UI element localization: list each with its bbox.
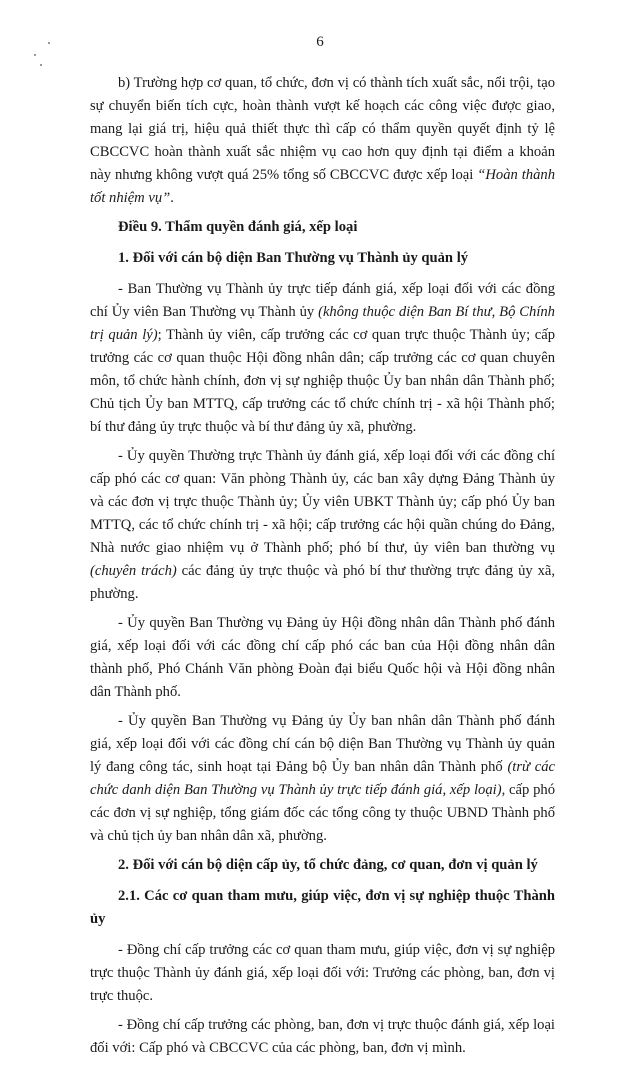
paragraph <box>90 72 555 210</box>
text-segment: - Đồng chí cấp trưởng các cơ quan tham mưu, giúp việc, đơn vị sự nghiệp trực thuộc Thành ủy đánh giá, xếp loại đối với: Trưởng các phòng, ban, đơn vị trực thuộc. <box>90 942 555 1004</box>
italic-text: “Hoàn thành tốt nhiệm vụ” <box>90 167 555 206</box>
section-heading <box>90 854 555 877</box>
article-heading <box>90 216 555 239</box>
paragraph <box>90 710 555 848</box>
text-segment: - Ủy quyền Thường trực Thành ủy đánh giá, xếp loại đối với các đồng chí cấp phó các cơ quan: Văn phòng Thành ủy, các ban xây dựng Đảng Thành ủy và các đơn vị trực thuộc Thành ủy; Ủy viên UBKT Thành ủy; cấp phó Ủy ban MTTQ, các tổ chức chính trị - xã hội; cấp trưởng các hội quần chúng do Đảng, Nhà nước giao nhiệm vụ ở Thành phố; phó bí thư, ủy viên ban thường vụ <box>90 448 555 556</box>
text-segment: các đảng ủy trực thuộc và phó bí thư thường trực đảng ủy xã, phường. <box>90 563 555 602</box>
text-segment: - Ủy quyền Ban Thường vụ Đảng ủy Ủy ban nhân dân Thành phố đánh giá, xếp loại đối với các đồng chí cán bộ diện Ban Thường vụ Thành ủy quản lý đang công tác, sinh hoạt tại Đảng bộ Ủy ban nhân dân Thành phố <box>90 713 555 775</box>
text-segment: - Đồng chí cấp trưởng các phòng, ban, đơn vị trực thuộc đánh giá, xếp loại đối với: Cấp phó và CBCCVC của các phòng, ban, đơn vị mình. <box>90 1017 555 1056</box>
page-number: 6 <box>316 34 324 50</box>
document-body <box>90 72 555 1066</box>
section-heading <box>90 885 555 931</box>
text-segment: 1. Đối với cán bộ diện Ban Thường vụ Thành ủy quản lý <box>118 250 469 266</box>
text-segment: . <box>170 190 174 206</box>
paragraph <box>90 939 555 1008</box>
italic-text: (chuyên trách) <box>90 563 177 579</box>
text-segment: - Ban Thường vụ Thành ủy trực tiếp đánh giá, xếp loại đối với các đồng chí Ủy viên Ban Thường vụ Thành ủy <box>90 281 555 320</box>
paragraph <box>90 612 555 704</box>
section-heading <box>90 247 555 270</box>
text-segment: - Ủy quyền Ban Thường vụ Đảng ủy Hội đồng nhân dân Thành phố đánh giá, xếp loại đối với các đồng chí cấp phó các ban của Hội đồng nhân dân thành phố, Phó Chánh Văn phòng Đoàn đại biểu Quốc hội và Hội đồng nhân dân Thành phố. <box>90 615 555 700</box>
italic-text: (không thuộc diện Ban Bí thư, Bộ Chính trị quản lý) <box>90 304 555 343</box>
text-segment: , cấp phó các đơn vị sự nghiệp, tổng giám đốc các tổng công ty thuộc UBND Thành phố và chủ tịch ủy ban nhân dân xã, phường. <box>90 782 555 844</box>
text-segment: Điều 9. Thẩm quyền đánh giá, xếp loại <box>118 219 358 235</box>
text-segment: b) Trường hợp cơ quan, tổ chức, đơn vị có thành tích xuất sắc, nổi trội, tạo sự chuyển biến tích cực, hoàn thành vượt kế hoạch các công việc được giao, mang lại giá trị, hiệu quả thiết thực thì cấp có thẩm quyền quyết định tỷ lệ CBCCVC hoàn thành xuất sắc nhiệm vụ cao hơn quy định tại điểm a khoản này nhưng không vượt quá 25% tổng số CBCCVC được xếp loại <box>90 75 555 183</box>
text-segment: 2. Đối với cán bộ diện cấp ủy, tổ chức đảng, cơ quan, đơn vị quản lý <box>118 857 538 873</box>
paragraph <box>90 445 555 606</box>
text-segment: ; Thành ủy viên, cấp trưởng các cơ quan trực thuộc Thành ủy; cấp trưởng các cơ quan thuộc Hội đồng nhân dân; cấp trưởng các cơ quan chuyên môn, tổ chức hành chính, đơn vị sự nghiệp thuộc Ủy ban nhân dân Thành phố; Chủ tịch Ủy ban MTTQ, cấp trưởng các tổ chức chính trị - xã hội Thành phố; bí thư đảng ủy trực thuộc và bí thư đảng ủy xã, phường. <box>90 327 555 435</box>
paragraph <box>90 278 555 439</box>
text-segment: 2.1. Các cơ quan tham mưu, giúp việc, đơn vị sự nghiệp thuộc Thành ủy <box>90 888 555 927</box>
paragraph <box>90 1014 555 1060</box>
italic-text: (trừ các chức danh diện Ban Thường vụ Thành ủy trực tiếp đánh giá, xếp loại) <box>90 759 555 798</box>
